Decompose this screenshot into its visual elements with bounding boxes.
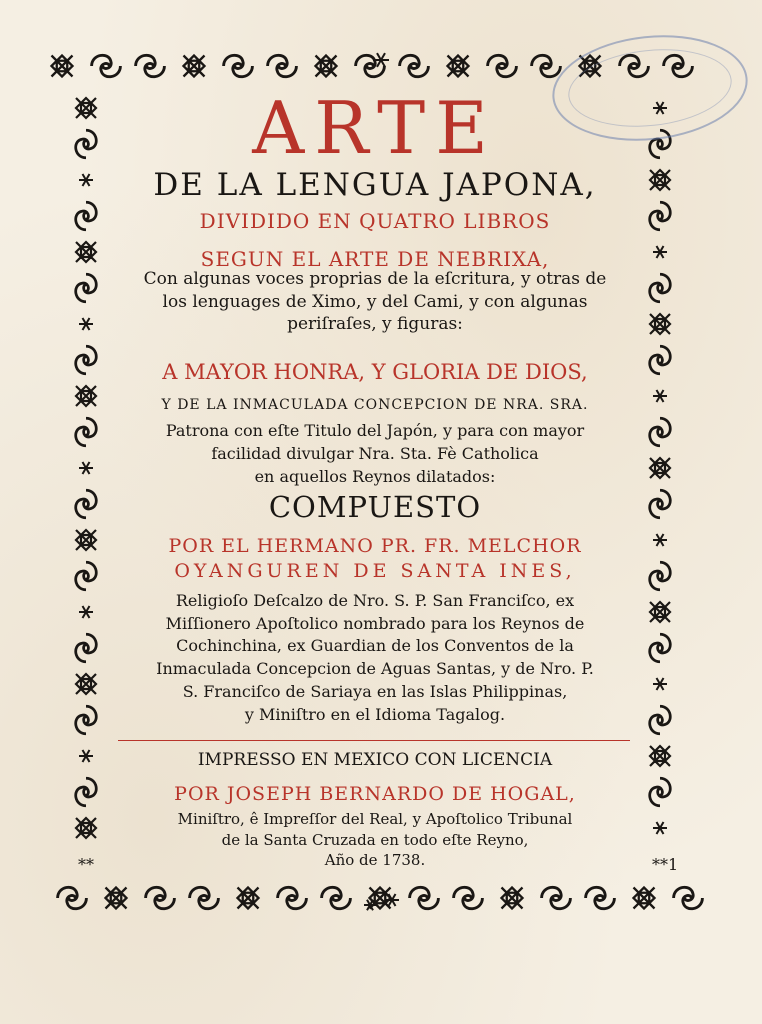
knot-ornament (76, 818, 96, 838)
dedication-headline: A MAYOR HONRA, Y GLORIA DE DIOS, (162, 360, 588, 384)
knot-ornament (76, 674, 96, 694)
scroll-ornament (278, 887, 307, 908)
scroll-ornament (268, 55, 297, 76)
scroll-ornament (650, 634, 671, 662)
star-ornament (79, 462, 93, 474)
star-ornament (79, 174, 93, 186)
author-detail-4: Inmaculada Concepcion de Aguas Santas, y de Nro. P. (156, 659, 594, 678)
author-detail-5: S. Franciſco de Sariaya en las Islas Philippinas, (182, 682, 568, 701)
knot-ornament (448, 56, 469, 77)
scroll-ornament (542, 887, 571, 908)
knot-ornament (76, 386, 96, 406)
knot-ornament (650, 314, 670, 334)
star-ornament (653, 390, 667, 402)
scroll-ornament (650, 202, 671, 230)
scroll-ornament (224, 55, 253, 76)
scroll-ornament (322, 887, 351, 908)
scroll-ornament (58, 887, 87, 908)
dedication-line-4: en aquellos Reynos dilatados: (254, 467, 496, 486)
star-ornament (79, 318, 93, 330)
scroll-ornament (532, 55, 561, 76)
knot-ornament (238, 888, 259, 909)
star-ornament (79, 606, 93, 618)
author-detail-6: y Miniſtro en el Idioma Tagalog. (244, 705, 506, 724)
scroll-ornament (410, 887, 439, 908)
scroll-ornament (650, 490, 671, 518)
knot-ornament (650, 746, 670, 766)
scroll-ornament (674, 887, 703, 908)
star-ornament (653, 534, 667, 546)
imprint-line-2: POR JOSEPH BERNARDO DE HOGAL, (174, 783, 576, 805)
scroll-ornament (136, 55, 165, 76)
star-ornament (653, 822, 667, 834)
imprint-line-3: Miniſtro, ê Impreſſor del Real, y Apoſtolico Tribunal (177, 810, 573, 828)
scroll-ornament (650, 562, 671, 590)
knot-ornament (650, 170, 670, 190)
knot-ornament (634, 888, 655, 909)
description-line-3: periſraſes, y figuras: (287, 314, 463, 334)
bottom-right-mark: **1 (652, 855, 679, 874)
title-lengua-japona: DE LA LENGUA JAPONA, (153, 167, 597, 203)
knot-ornament (502, 888, 523, 909)
knot-ornament (106, 888, 127, 909)
knot-ornament (650, 458, 670, 478)
scroll-ornament (650, 274, 671, 302)
scroll-ornament (76, 130, 97, 158)
scroll-ornament (76, 634, 97, 662)
star-ornament (79, 750, 93, 762)
scroll-ornament (650, 418, 671, 446)
scroll-ornament (76, 490, 97, 518)
bottom-left-mark: ** (78, 855, 94, 874)
knot-ornament (52, 56, 73, 77)
title-segun-nebrixa: SEGUN EL ARTE DE NEBRIXA, (200, 247, 550, 271)
title-arte: ARTE (252, 86, 498, 170)
scroll-ornament (76, 274, 97, 302)
knot-ornament (76, 530, 96, 550)
scroll-ornament (400, 55, 429, 76)
compuesto-heading: COMPUESTO (268, 490, 482, 524)
scroll-ornament (146, 887, 175, 908)
scroll-ornament (650, 706, 671, 734)
dedication-line-1: Y DE LA INMACULADA CONCEPCION DE NRA. SRA. (161, 397, 589, 413)
knot-ornament (76, 98, 96, 118)
separator-rule (118, 740, 630, 741)
knot-ornament (184, 56, 205, 77)
scroll-ornament (76, 202, 97, 230)
scroll-ornament (650, 346, 671, 374)
author-detail-2: Miſſionero Apoſtolico nombrado para los Reynos de (165, 614, 585, 633)
description-line-2: los lenguages de Ximo, y del Cami, y con algunas (162, 292, 588, 312)
scroll-ornament (76, 346, 97, 374)
dedication-line-2: Patrona con eſte Titulo del Japón, y para con mayor (165, 421, 585, 440)
author-detail-3: Cochinchina, ex Guardian de los Conventos de la (176, 636, 574, 655)
title-dividido: DIVIDIDO EN QUATRO LIBROS (199, 209, 551, 233)
imprint-line-4: de la Santa Cruzada en todo eſte Reyno, (221, 831, 529, 849)
imprint-line-1: IMPRESSO EN MEXICO CON LICENCIA (197, 750, 553, 770)
scroll-ornament (650, 778, 671, 806)
scroll-ornament (76, 778, 97, 806)
scroll-ornament (76, 706, 97, 734)
scroll-ornament (76, 418, 97, 446)
description-line-1: Con algunas voces proprias de la eſcritura, y otras de (143, 269, 607, 289)
star-ornament (653, 246, 667, 258)
dedication-line-3: facilidad divulgar Nra. Sta. Fè Catholica (211, 444, 539, 463)
knot-ornament (650, 602, 670, 622)
scroll-ornament (76, 562, 97, 590)
author-line-2: OYANGUREN DE SANTA INES, (174, 560, 576, 582)
scroll-ornament (92, 55, 121, 76)
star-ornament (653, 678, 667, 690)
scroll-ornament (190, 887, 219, 908)
scroll-ornament (488, 55, 517, 76)
scroll-ornament (454, 887, 483, 908)
knot-ornament (76, 242, 96, 262)
imprint-year: Año de 1738. (324, 851, 426, 869)
author-detail-1: Religioſo Deſcalzo de Nro. S. P. San Franciſco, ex (175, 591, 575, 610)
knot-ornament (316, 56, 337, 77)
scroll-ornament (586, 887, 615, 908)
author-line-1: POR EL HERMANO PR. FR. MELCHOR (168, 535, 582, 557)
